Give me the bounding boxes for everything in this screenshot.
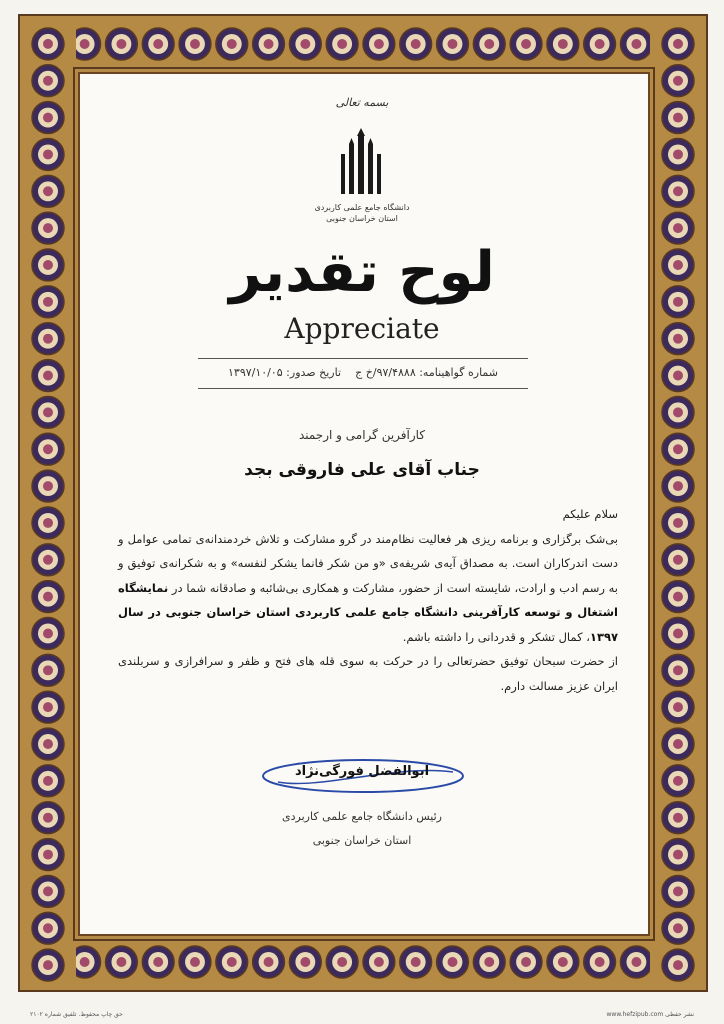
border-medallion [473,28,505,60]
border-pattern-top [20,16,706,72]
border-medallion [363,28,395,60]
border-medallion [32,102,64,134]
body-paragraph-2: از حضرت سبحان توفیق حضرتعالی را در حرکت به سوی قله های فتح و ظفر و سرافرازی و سربلندی ایران عزیز مسالت دارم. [118,654,618,693]
border-medallion [662,102,694,134]
border-medallion [32,839,64,871]
border-medallion [662,138,694,170]
border-medallion [32,691,64,723]
divider-bottom [198,388,528,389]
border-medallion [662,396,694,428]
border-medallion [32,875,64,907]
border-medallion [32,138,64,170]
border-medallion [662,470,694,502]
border-medallion [32,433,64,465]
certificate-number: شماره گواهینامه: ۹۷/۴۸۸۸/خ ج [355,366,498,379]
border-medallion [400,28,432,60]
border-medallion [32,544,64,576]
border-medallion [547,28,579,60]
border-medallion [584,28,616,60]
border-medallion [32,323,64,355]
border-medallion [32,249,64,281]
border-medallion [363,946,395,978]
border-medallion [662,765,694,797]
border-medallion [32,286,64,318]
border-medallion [400,946,432,978]
border-medallion [662,912,694,944]
border-medallion [620,28,652,60]
border-medallion [326,946,358,978]
title-persian: لوح تقدیر [229,240,495,305]
border-medallion [510,946,542,978]
border-medallion [662,175,694,207]
signatory-title: رئیس دانشگاه جامع علمی کاربردی [282,810,442,823]
border-medallion [662,949,694,981]
border-pattern-left [20,16,76,990]
border-medallion [662,360,694,392]
border-medallion [662,212,694,244]
border-medallion [662,618,694,650]
border-medallion [32,949,64,981]
footer-publisher: www.hefzipub.com نشر حفظی [606,1011,694,1018]
border-medallion [662,802,694,834]
border-pattern-right [650,16,706,990]
border-medallion [106,28,138,60]
divider-top [198,358,528,359]
border-medallion [32,470,64,502]
border-medallion [662,691,694,723]
border-medallion [437,28,469,60]
border-medallion [32,765,64,797]
salutation: سلام علیکم [562,507,618,521]
border-medallion [620,946,652,978]
bismillah-heading: بسمه تعالی [335,96,389,109]
border-medallion [253,28,285,60]
border-medallion [32,654,64,686]
border-medallion [510,28,542,60]
border-medallion [289,28,321,60]
border-medallion [437,946,469,978]
border-medallion [326,28,358,60]
body-paragraph-1 [118,527,618,650]
border-medallion [662,581,694,613]
border-medallion [662,654,694,686]
event-name: نمایشگاه اشتغال و توسعه کارآفرینی دانشگاه جامع علمی کاربردی استان خراسان جنوبی در سال ۱۳۹۷ [118,580,618,644]
border-medallion [32,175,64,207]
signatory-region: استان خراسان جنوبی [312,834,412,847]
border-medallion [32,912,64,944]
border-medallion [216,946,248,978]
title-english: Appreciate [284,312,440,345]
border-medallion [142,28,174,60]
border-medallion [32,618,64,650]
border-medallion [662,286,694,318]
body-paragraph-1-end: ، کمال تشکر و قدردانی را داشته باشم. [402,629,590,644]
border-medallion [106,946,138,978]
greeting: کارآفرین گرامی و ارجمند [298,428,426,442]
border-medallion [32,65,64,97]
border-medallion [662,728,694,760]
border-medallion [662,249,694,281]
border-medallion [289,946,321,978]
border-medallion [179,946,211,978]
border-medallion [662,28,694,60]
border-medallion [253,946,285,978]
certificate-body [118,502,618,698]
border-medallion [32,802,64,834]
border-medallion [32,212,64,244]
border-medallion [32,396,64,428]
border-medallion [662,65,694,97]
logo-caption-line1: دانشگاه جامع علمی کاربردی [314,203,410,212]
border-medallion [32,581,64,613]
border-medallion [662,323,694,355]
border-medallion [662,839,694,871]
border-medallion [662,433,694,465]
footer-copyright: حق چاپ محفوظ. تلفیق شماره ۲۱۰۲ [30,1011,123,1018]
border-medallion [32,360,64,392]
border-medallion [179,28,211,60]
border-pattern-bottom [20,934,706,990]
border-medallion [32,728,64,760]
recipient-name: جناب آقای علی فاروقی بجد [244,460,480,480]
border-medallion [662,507,694,539]
signatory-name: ابوالفضل فورگی‌نژاد [294,764,430,779]
border-medallion [32,28,64,60]
border-medallion [32,507,64,539]
issue-date: تاریخ صدور: ۱۳۹۷/۱۰/۰۵ [228,366,342,379]
border-medallion [584,946,616,978]
border-medallion [662,544,694,576]
certificate-meta [228,366,498,379]
body-paragraph-1-text: بی‌شک برگزاری و برنامه ریزی هر فعالیت نظام‌مند در گرو مشارکت و تلاش خردمندانه‌ی تمامی عوامل و دست اندرکاران است. به مصداق آیه‌ی شریفه‌ی «و من شکر فانما یشکر لنفسه» و به شکرانه‌ی توفیق و به رسم ادب و ارادت، شایسته است از حضور، مشارکت و همکاری بی‌شائبه و صادقانه شما در [118,531,618,595]
certificate-content [78,72,646,932]
logo-caption-line2: استان خراسان جنوبی [326,214,398,223]
border-medallion [662,875,694,907]
border-medallion [473,946,505,978]
border-medallion [142,946,174,978]
logo-caption [78,202,646,224]
border-medallion [547,946,579,978]
border-medallion [216,28,248,60]
